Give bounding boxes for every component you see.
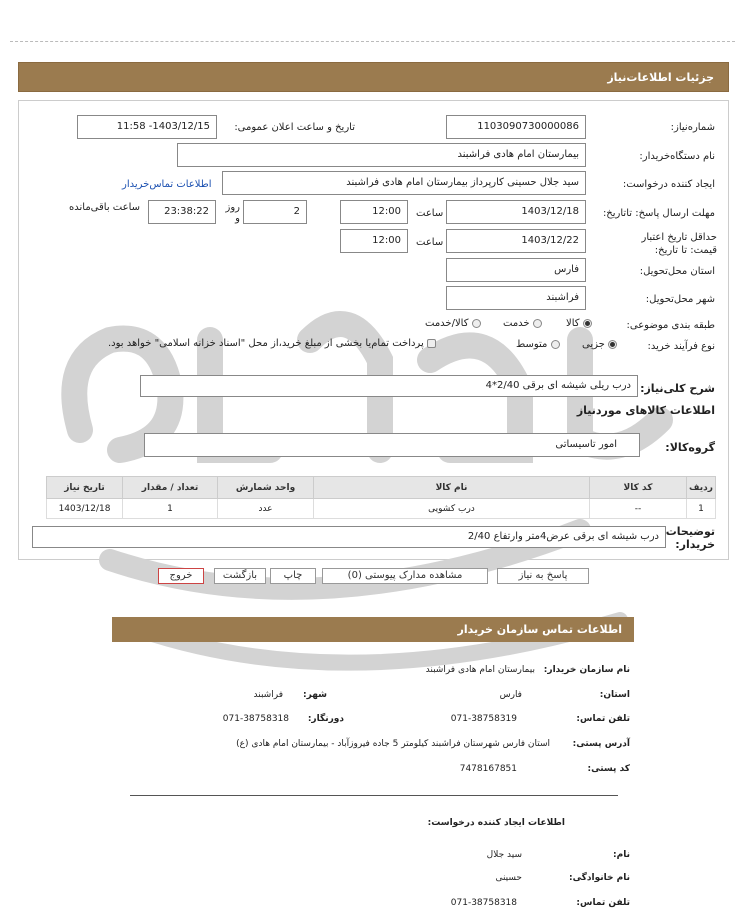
buyer-notes-label: توضیحات خریدار: (665, 525, 715, 551)
summary-label: شرح کلی‌نیاز: (640, 382, 715, 395)
province-field: فارس (446, 258, 586, 282)
col-unit: واحد شمارش (218, 477, 314, 499)
announce-field: 1403/12/15- 11:58 (77, 115, 217, 139)
contact-province-label: استان: (599, 690, 630, 700)
checkbox-icon[interactable] (427, 339, 436, 348)
category-option-service[interactable]: خدمت (503, 318, 542, 329)
top-divider (10, 41, 735, 42)
contact-org: بیمارستان امام هادی فراشبند (425, 665, 535, 675)
page-header (18, 62, 729, 92)
creator-section-title: اطلاعات ایجاد کننده درخواست: (427, 818, 565, 828)
col-row: ردیف (687, 477, 716, 499)
table-header-row (47, 477, 716, 499)
creator-last-name: حسینی (495, 873, 522, 883)
col-code: کد کالا (590, 477, 687, 499)
group-field: امور تاسیساتی (144, 433, 640, 457)
contact-city: فراشبند (253, 690, 283, 700)
remaining-time-field: 23:38:22 (148, 200, 216, 224)
cell-qty: 1 (123, 499, 218, 519)
radio-icon[interactable] (551, 340, 560, 349)
category-option-goods-service[interactable]: کالا/خدمت (425, 318, 481, 329)
cell-date: 1403/12/18 (47, 499, 123, 519)
summary-field: درب ریلی شیشه ای برقی 2/40*4 (140, 375, 638, 397)
validity-label: حداقل تاریخ اعتبار قیمت: تا تاریخ: (641, 232, 717, 256)
col-qty: تعداد / مقدار (123, 477, 218, 499)
radio-icon[interactable] (533, 319, 542, 328)
buyer-contact-link[interactable]: اطلاعات تماس‌خریدار (122, 179, 212, 190)
need-number-label: شماره‌نیاز: (670, 122, 715, 133)
contact-org-label: نام سازمان خریدار: (543, 665, 630, 675)
contact-fax-label: دورنگار: (307, 714, 344, 724)
validity-time-label: ساعت (416, 237, 444, 248)
creator-label: ایجاد کننده درخواست: (622, 179, 715, 190)
contact-phone: 071-38758319 (450, 714, 517, 724)
province-label: استان محل‌تحویل: (639, 266, 715, 277)
radio-icon[interactable] (472, 319, 481, 328)
contact-fax: 071-38758318 (222, 714, 289, 724)
city-field: فراشبند (446, 286, 586, 310)
treasury-payment-option[interactable]: پرداخت تمام‌یا بخشی از مبلغ خرید،از محل "اسناد خزانه اسلامی" خواهد بود. (108, 338, 436, 349)
radio-icon[interactable] (583, 319, 592, 328)
section-divider (130, 795, 618, 796)
creator-phone: 071-38758318 (450, 898, 517, 908)
buyer-org-field: بیمارستان امام هادی فراشبند (177, 143, 586, 167)
city-label: شهر محل‌تحویل: (645, 294, 715, 305)
deadline-date-field: 1403/12/18 (446, 200, 586, 224)
remaining-label: ساعت باقی‌مانده (69, 202, 141, 213)
creator-phone-label: تلفن تماس: (576, 898, 630, 908)
goods-section-title: اطلاعات کالاهای موردنیاز (576, 404, 715, 417)
attachments-button[interactable]: مشاهده مدارک پیوستی (0) (322, 568, 488, 584)
buyer-notes-field: درب شیشه ای برقی عرض4متر وارتفاع 2/40 (32, 526, 666, 548)
process-option-medium[interactable]: متوسط (516, 339, 560, 350)
cell-unit: عدد (218, 499, 314, 519)
col-name: نام کالا (314, 477, 590, 499)
back-button[interactable]: بازگشت (214, 568, 266, 584)
table-row[interactable] (47, 499, 716, 519)
deadline-time-field: 12:00 (340, 200, 408, 224)
buyer-org-label: نام دستگاه‌خریدار: (639, 151, 715, 162)
contact-postal: 7478167851 (459, 764, 517, 774)
category-label: طبقه بندی موضوعی: (626, 320, 715, 331)
category-option-goods[interactable]: کالا (566, 318, 592, 329)
contact-city-label: شهر: (303, 690, 327, 700)
contact-postal-label: کد پستی: (587, 764, 630, 774)
reply-button[interactable]: پاسخ به نیاز (497, 568, 589, 584)
exit-button[interactable]: خروج (158, 568, 204, 584)
days-field: 2 (243, 200, 307, 224)
contact-address: استان فارس شهرستان فراشبند کیلومتر 5 جاده فیروزآباد - بیمارستان امام هادی (ع) (236, 739, 550, 749)
need-number-field: 1103090730000086 (446, 115, 586, 139)
print-button[interactable]: چاپ (270, 568, 316, 584)
deadline-label: مهلت ارسال پاسخ: تاتاریخ: (602, 208, 715, 219)
validity-time-field: 12:00 (340, 229, 408, 253)
validity-date-field: 1403/12/22 (446, 229, 586, 253)
process-option-minor[interactable]: جزیی (582, 339, 617, 350)
radio-icon[interactable] (608, 340, 617, 349)
col-date: تاریخ نیاز (47, 477, 123, 499)
announce-label: تاریخ و ساعت اعلان عمومی: (234, 122, 355, 133)
cell-code: -- (590, 499, 687, 519)
goods-table (46, 476, 716, 519)
contact-section-header (112, 617, 634, 642)
contact-phone-label: تلفن تماس: (576, 714, 630, 724)
cell-row: 1 (687, 499, 716, 519)
creator-first-name-label: نام: (613, 850, 630, 860)
page-title: جزئیات اطلاعات‌نیاز (607, 71, 714, 84)
group-label: گروه‌کالا: (665, 441, 715, 454)
contact-section-title: اطلاعات تماس سازمان خریدار (457, 623, 622, 636)
creator-field: سید جلال حسینی کارپرداز بیمارستان امام هادی فراشبند (222, 171, 586, 195)
deadline-time-label: ساعت (416, 208, 444, 219)
days-label: روز و (225, 202, 240, 224)
creator-first-name: سید جلال (486, 850, 522, 860)
contact-address-label: آدرس پستی: (572, 739, 630, 749)
creator-last-name-label: نام خانوادگی: (568, 873, 630, 883)
contact-province: فارس (499, 690, 522, 700)
cell-name: درب کشویی (314, 499, 590, 519)
process-label: نوع فرآیند خرید: (647, 341, 715, 352)
